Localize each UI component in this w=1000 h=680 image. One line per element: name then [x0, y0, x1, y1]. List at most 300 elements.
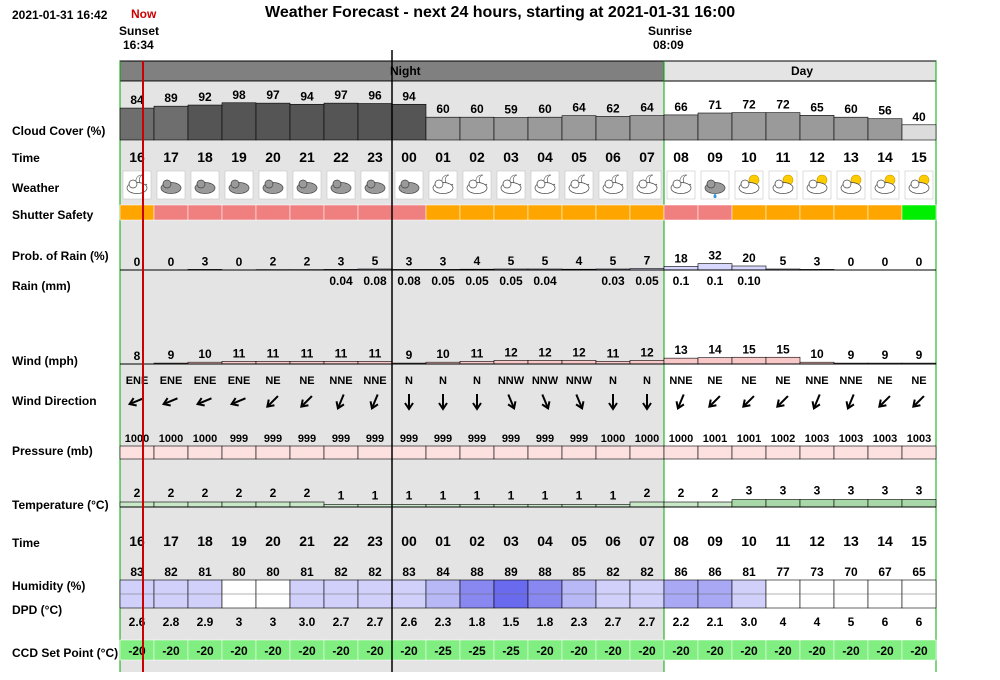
wind-direction-text: N [473, 375, 481, 387]
temperature-value: 1 [405, 488, 413, 503]
wind-arrow-icon [674, 393, 687, 410]
night-label: Night [390, 64, 421, 78]
temperature-value: 1 [371, 488, 379, 503]
cloud-cover-bar [664, 115, 698, 140]
humidity-value: 73 [810, 565, 824, 579]
partly-cloudy-night-icon [429, 171, 457, 199]
dpd-value: 6 [881, 615, 889, 629]
humidity-value: 82 [368, 565, 382, 579]
rain-mm-value: 0.04 [533, 274, 557, 288]
partly-cloudy-night-icon [599, 171, 627, 199]
pressure-bar [868, 446, 902, 459]
cloud-cover-bar [528, 117, 562, 140]
wind-direction-text: ENE [193, 375, 217, 387]
sunrise-label: Sunrise [648, 24, 693, 38]
time-label: 12 [809, 533, 825, 549]
wind-direction-text: NNE [329, 375, 353, 387]
cloud-puff [911, 180, 919, 188]
dpd-value: 6 [915, 615, 923, 629]
cloud-puff [537, 180, 545, 188]
wind-value: 10 [810, 347, 824, 362]
time-label: 23 [367, 533, 383, 549]
rain-probability-value: 3 [439, 254, 447, 269]
rain-probability-value: 7 [643, 253, 651, 268]
humidity-value: 82 [334, 565, 348, 579]
wind-arrow-icon [707, 393, 723, 409]
temperature-bar [766, 500, 800, 508]
pressure-value: 999 [433, 433, 453, 445]
pressure-bar [902, 446, 936, 459]
cloud-cover-value: 97 [266, 88, 280, 103]
cloudy-icon [225, 171, 253, 199]
temperature-value: 2 [303, 486, 311, 500]
pressure-value: 999 [569, 433, 589, 445]
pressure-value: 999 [263, 433, 283, 445]
partly-cloudy-day-icon [735, 171, 763, 199]
pressure-value: 1003 [804, 433, 830, 445]
wind-value: 11 [334, 346, 348, 361]
rain-probability-value: 0 [847, 255, 855, 269]
humidity-value: 89 [504, 565, 518, 579]
cloud-cover-bar [256, 103, 290, 140]
pressure-bar [834, 446, 868, 459]
shutter-safety-cell [528, 205, 562, 220]
cloud-cover-bar [766, 113, 800, 140]
wind-direction-text: ENE [159, 375, 183, 387]
timestamp: 2021-01-31 16:42 [12, 8, 108, 22]
pressure-value: 999 [229, 433, 249, 445]
wind-bar [766, 357, 800, 364]
rain-probability-value: 0 [167, 255, 175, 269]
rain-mm-value: 0.10 [737, 274, 761, 288]
cloud-cover-value: 96 [368, 88, 382, 103]
temperature-value: 2 [235, 486, 243, 500]
cloud-puff [843, 180, 851, 188]
cloud-cover-bar [630, 116, 664, 140]
cloud-cover-value: 98 [232, 87, 246, 102]
pressure-bar [664, 446, 698, 459]
weather-label: Weather [12, 181, 60, 195]
cloud-cover-value: 40 [912, 109, 926, 124]
pressure-bar [222, 446, 256, 459]
pressure-value: 1000 [192, 433, 218, 445]
wind-direction-text: NNW [531, 375, 559, 387]
ccd-set-point-value: -25 [502, 644, 520, 658]
pressure-bar [528, 446, 562, 459]
temperature-value: 1 [541, 488, 549, 503]
temperature-value: 3 [915, 483, 923, 498]
cloudy-icon [395, 171, 423, 199]
ccd-set-point-label: CCD Set Point (°C) [12, 646, 119, 660]
dpd-value: 3.0 [298, 615, 316, 629]
temperature-value: 1 [609, 488, 617, 503]
cloud-cover-value: 72 [742, 97, 756, 112]
cloud-cover-bar [324, 103, 358, 140]
rain-probability-label: Prob. of Rain (%) [12, 249, 109, 263]
dpd-value: 3 [235, 615, 243, 629]
rain-probability-value: 3 [813, 254, 821, 269]
cloud-cover-value: 92 [198, 90, 212, 105]
dpd-value: 5 [847, 615, 855, 629]
rain-probability-value: 5 [507, 254, 515, 268]
wind-value: 9 [847, 348, 855, 363]
ccd-set-point-value: -20 [264, 644, 282, 658]
cloud-puff [673, 180, 681, 188]
humidity-value: 88 [470, 565, 484, 579]
dpd-value: 2.7 [332, 615, 350, 629]
shutter-safety-cell [868, 205, 902, 220]
ccd-set-point-value: -20 [128, 644, 146, 658]
cloud-cover-value: 56 [878, 103, 892, 118]
pressure-value: 999 [331, 433, 351, 445]
wind-value: 10 [436, 347, 450, 362]
pressure-value: 1000 [158, 433, 184, 445]
temperature-value: 1 [337, 488, 345, 503]
rain-mm-label: Rain (mm) [12, 279, 71, 293]
wind-value: 8 [133, 349, 141, 363]
shutter-safety-cell [358, 205, 392, 220]
partly-cloudy-day-icon [837, 171, 865, 199]
cloud-puff [707, 180, 715, 188]
time-label: 20 [265, 533, 281, 549]
wind-bar [698, 358, 732, 364]
time-label: 05 [571, 533, 587, 549]
shutter-safety-cell [596, 205, 630, 220]
humidity-value: 83 [402, 565, 416, 579]
wind-value: 11 [300, 346, 314, 361]
humidity-value: 81 [198, 565, 212, 579]
dpd-value: 2.6 [128, 615, 146, 629]
temperature-bar [290, 502, 324, 507]
shutter-safety-cell [426, 205, 460, 220]
cloud-cover-value: 71 [708, 98, 722, 113]
cloud-puff [435, 180, 443, 188]
time-label: 11 [775, 533, 791, 549]
cloud-cover-bar [902, 125, 936, 140]
cloud-cover-value: 59 [504, 102, 518, 117]
cloud-cover-value: 65 [810, 100, 824, 115]
cloud-puff [605, 180, 613, 188]
wind-value: 11 [368, 346, 382, 361]
dpd-value: 2.3 [570, 615, 588, 629]
pressure-value: 1003 [838, 433, 864, 445]
cloudy-icon [361, 171, 389, 199]
temperature-value: 2 [711, 486, 719, 500]
cloud-cover-value: 89 [164, 91, 178, 106]
cloud-cover-bar [596, 116, 630, 140]
cloud-cover-bar [732, 113, 766, 140]
humidity-value: 82 [606, 565, 620, 579]
cloud-cover-value: 66 [674, 99, 688, 114]
ccd-set-point-value: -20 [298, 644, 316, 658]
cloud-cover-bar [800, 115, 834, 140]
temperature-value: 2 [677, 486, 685, 500]
wind-direction-text: NE [299, 375, 315, 387]
temperature-value: 2 [167, 486, 175, 500]
time-label: 02 [469, 149, 485, 165]
time-label: 17 [163, 149, 179, 165]
ccd-set-point-value: -25 [434, 644, 452, 658]
partly-cloudy-day-icon [871, 171, 899, 199]
wind-value: 11 [470, 346, 484, 361]
cloud-puff [401, 180, 409, 188]
time-label: 03 [503, 149, 519, 165]
rain-probability-value: 5 [609, 254, 617, 268]
cloud-cover-bar [358, 104, 392, 140]
cloud-cover-bar [460, 117, 494, 140]
pressure-bar [426, 446, 460, 459]
humidity-value: 67 [878, 565, 892, 579]
time-label: 11 [775, 149, 791, 165]
time-label: 13 [843, 533, 859, 549]
ccd-set-point-value: -20 [842, 644, 860, 658]
partly-cloudy-night-icon [463, 171, 491, 199]
humidity-value: 80 [266, 565, 280, 579]
partly-cloudy-night-icon [123, 171, 151, 199]
rain-probability-value: 0 [881, 255, 889, 269]
pressure-bar [732, 446, 766, 459]
wind-direction-text: NE [877, 375, 893, 387]
pressure-bar [800, 446, 834, 459]
temperature-label: Temperature (°C) [12, 498, 109, 512]
cloud-cover-bar [494, 118, 528, 140]
temperature-bar [902, 500, 936, 508]
arrow-shaft [915, 396, 924, 405]
time-label: Time [12, 151, 40, 165]
wind-value: 9 [167, 348, 175, 363]
cloud-cover-bar [188, 105, 222, 140]
temperature-bar [732, 500, 766, 508]
wind-bar [562, 360, 596, 364]
temperature-value: 1 [473, 488, 481, 503]
shutter-safety-cell [562, 205, 596, 220]
pressure-value: 1000 [600, 433, 626, 445]
cloud-cover-bar [154, 106, 188, 140]
temperature-bar [800, 500, 834, 508]
dpd-value: 2.7 [638, 615, 656, 629]
partly-cloudy-night-icon [667, 171, 695, 199]
partly-cloudy-night-icon [497, 171, 525, 199]
humidity-value: 86 [708, 565, 722, 579]
shutter-safety-cell [630, 205, 664, 220]
pressure-value: 1003 [906, 433, 932, 445]
humidity-value: 85 [572, 565, 586, 579]
shutter-safety-label: Shutter Safety [12, 208, 94, 222]
dpd-value: 2.8 [162, 615, 180, 629]
wind-arrow-icon [741, 393, 757, 409]
cloud-puff [639, 180, 647, 188]
rain-probability-value: 5 [371, 254, 379, 268]
temperature-value: 3 [847, 483, 855, 498]
temperature-value: 3 [813, 483, 821, 498]
dpd-value: 1.8 [468, 615, 486, 629]
ccd-set-point-value: -20 [604, 644, 622, 658]
humidity-value: 81 [300, 565, 314, 579]
dpd-value: 2.7 [604, 615, 622, 629]
shutter-safety-cell [222, 205, 256, 220]
rain-probability-value: 4 [575, 254, 583, 269]
cloud-cover-value: 60 [538, 102, 552, 117]
cloud-puff [265, 180, 273, 188]
temperature-value: 1 [507, 488, 515, 503]
wind-value: 15 [776, 342, 790, 357]
pressure-value: 999 [535, 433, 555, 445]
wind-bar [630, 360, 664, 364]
pressure-bar [120, 446, 154, 459]
cloud-cover-bar [222, 103, 256, 140]
shutter-safety-cell [188, 205, 222, 220]
rain-probability-value: 0 [235, 255, 243, 269]
shutter-safety-cell [460, 205, 494, 220]
wind-arrow-icon [775, 393, 791, 409]
shutter-safety-cell [766, 205, 800, 220]
now-label: Now [131, 7, 157, 21]
cloud-cover-bar [392, 104, 426, 140]
temperature-value: 3 [881, 483, 889, 498]
dpd-value: 4 [813, 615, 821, 629]
cloud-cover-value: 84 [130, 93, 144, 108]
pressure-bar [392, 446, 426, 459]
shutter-safety-cell [324, 205, 358, 220]
cloud-cover-bar [290, 104, 324, 140]
wind-bar [664, 358, 698, 364]
partly-cloudy-night-icon [531, 171, 559, 199]
pressure-bar [188, 446, 222, 459]
pressure-value: 999 [297, 433, 317, 445]
pressure-value: 1000 [124, 433, 150, 445]
pressure-bar [766, 446, 800, 459]
pressure-value: 1002 [770, 433, 796, 445]
wind-value: 12 [640, 345, 654, 360]
rain-icon [701, 171, 729, 199]
cloud-puff [129, 180, 137, 188]
cloud-cover-value: 60 [470, 102, 484, 117]
ccd-set-point-value: -20 [400, 644, 418, 658]
time-label: 19 [231, 149, 247, 165]
cloud-puff [741, 180, 749, 188]
partly-cloudy-night-icon [633, 171, 661, 199]
rain-probability-value: 5 [779, 254, 787, 268]
pressure-bar [460, 446, 494, 459]
pressure-bar [358, 446, 392, 459]
rain-probability-value: 5 [541, 254, 549, 268]
time-label: 06 [605, 149, 621, 165]
cloudy-icon [259, 171, 287, 199]
time-label: 08 [673, 149, 689, 165]
rain-probability-value: 20 [742, 251, 756, 265]
cloud-cover-value: 94 [300, 89, 314, 104]
dpd-value: 3 [269, 615, 277, 629]
dpd-value: 2.6 [400, 615, 418, 629]
time-label: 23 [367, 149, 383, 165]
shutter-safety-cell [800, 205, 834, 220]
temperature-bar [222, 502, 256, 507]
cloudy-icon [327, 171, 355, 199]
cloud-puff [299, 180, 307, 188]
ccd-set-point-value: -20 [332, 644, 350, 658]
rain-mm-value: 0.05 [431, 274, 455, 288]
wind-bar [732, 357, 766, 364]
cloud-cover-bar [698, 113, 732, 140]
time-label: 10 [741, 533, 757, 549]
time-label: 18 [197, 149, 213, 165]
temperature-value: 3 [745, 483, 753, 498]
wind-value: 11 [606, 346, 620, 361]
pressure-value: 1003 [872, 433, 898, 445]
rain-mm-value: 0.04 [329, 274, 353, 288]
cloud-cover-value: 64 [640, 100, 654, 115]
temperature-bar [630, 502, 664, 507]
cloud-cover-bar [426, 117, 460, 140]
shutter-safety-cell [732, 205, 766, 220]
pressure-value: 1001 [736, 433, 762, 445]
time-label: 15 [911, 533, 927, 549]
pressure-bar [596, 446, 630, 459]
time-label: 02 [469, 533, 485, 549]
cloudy-icon [293, 171, 321, 199]
pressure-value: 999 [399, 433, 419, 445]
shutter-safety-cell [256, 205, 290, 220]
wind-value: 14 [708, 342, 722, 357]
dpd-value: 2.1 [706, 615, 724, 629]
rain-probability-bar [698, 264, 732, 270]
rain-mm-value: 0.08 [397, 274, 421, 288]
time-label: 01 [435, 533, 451, 549]
humidity-value: 65 [912, 565, 926, 579]
pressure-bar [562, 446, 596, 459]
pressure-bar [630, 446, 664, 459]
sunset-label: Sunset [119, 24, 160, 38]
dpd-value: 1.8 [536, 615, 554, 629]
rain-mm-value: 0.03 [601, 274, 625, 288]
cloud-cover-bar [834, 117, 868, 140]
time-label: 17 [163, 533, 179, 549]
time-label: 15 [911, 149, 927, 165]
ccd-set-point-value: -25 [468, 644, 486, 658]
cloud-puff [163, 180, 171, 188]
shutter-safety-cell [902, 205, 936, 220]
humidity-value: 81 [742, 565, 756, 579]
cloud-puff [503, 180, 511, 188]
rain-mm-value: 0.08 [363, 274, 387, 288]
wind-direction-text: NE [707, 375, 723, 387]
cloud-puff [231, 180, 239, 188]
wind-direction-text: N [643, 375, 651, 387]
wind-direction-text: NNW [497, 375, 525, 387]
ccd-set-point-value: -20 [808, 644, 826, 658]
cloud-cover-label: Cloud Cover (%) [12, 124, 106, 138]
wind-label: Wind (mph) [12, 354, 78, 368]
pressure-value: 999 [501, 433, 521, 445]
humidity-label: Humidity (%) [12, 579, 86, 593]
wind-value: 13 [674, 343, 688, 358]
temperature-value: 2 [201, 486, 209, 500]
temperature-value: 2 [269, 486, 277, 500]
cloudy-icon [191, 171, 219, 199]
pressure-value: 1001 [702, 433, 728, 445]
humidity-value: 86 [674, 565, 688, 579]
pressure-bar [494, 446, 528, 459]
wind-direction-text: N [405, 375, 413, 387]
ccd-set-point-value: -20 [536, 644, 554, 658]
rain-probability-value: 3 [405, 254, 413, 269]
temperature-bar [120, 502, 154, 507]
arrow-shaft [779, 396, 788, 405]
rain-probability-bar [732, 266, 766, 270]
time-label: 10 [741, 149, 757, 165]
humidity-value: 84 [436, 565, 450, 579]
sunset-time: 16:34 [123, 38, 154, 52]
